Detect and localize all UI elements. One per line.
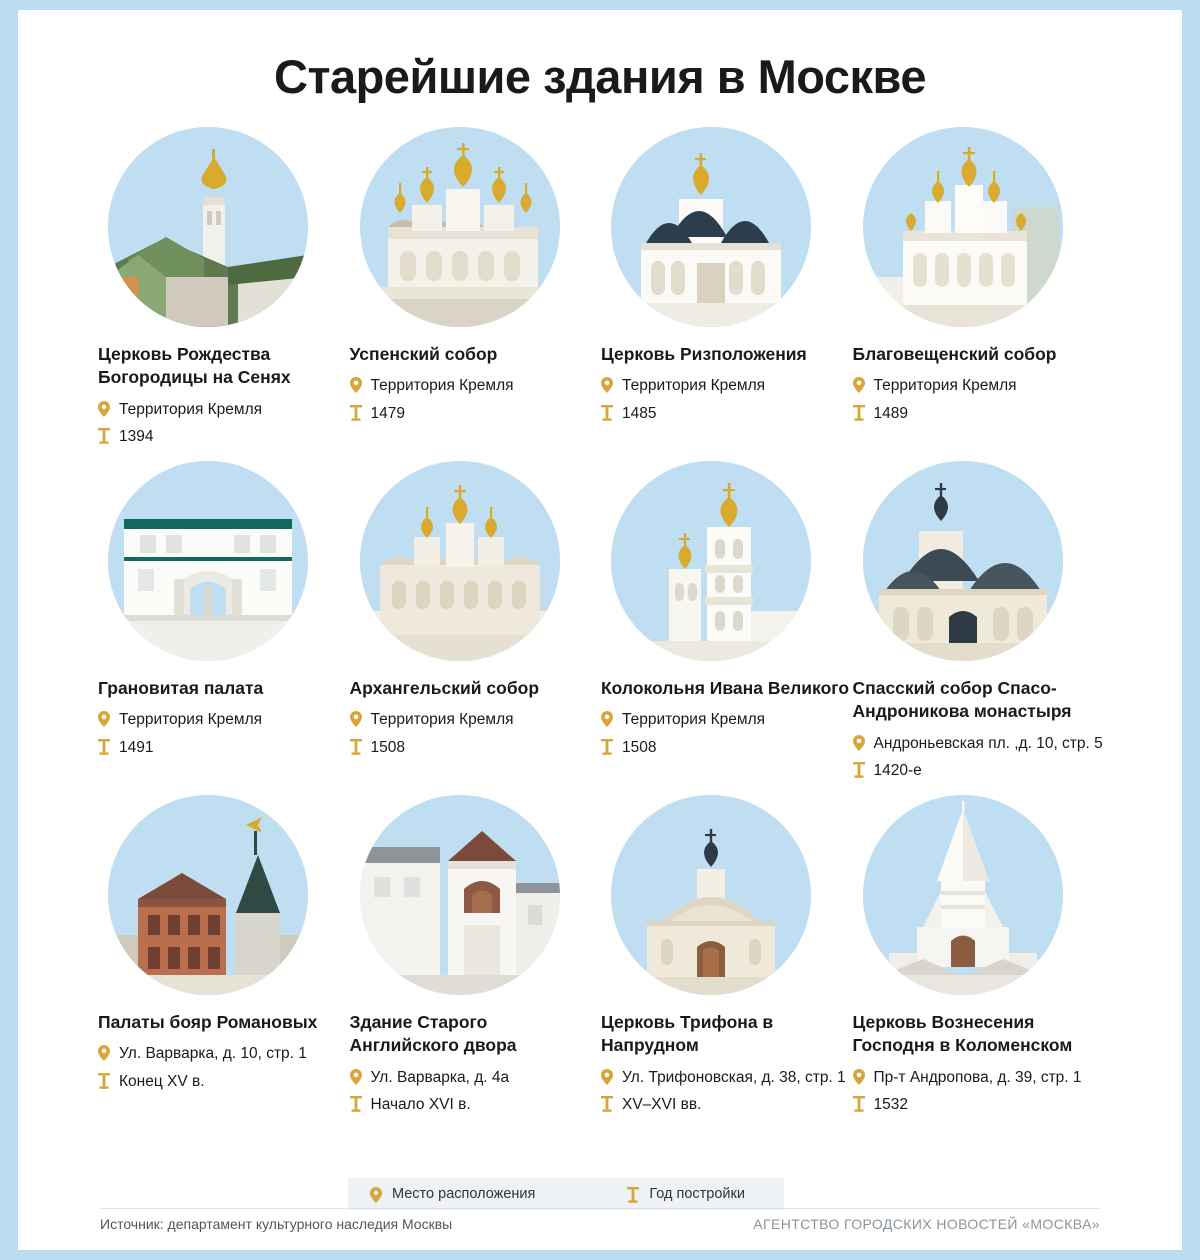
location-text: Пр-т Андропова, д. 39, стр. 1 (873, 1068, 1082, 1086)
building-name: Благовещенский собор (852, 344, 1057, 365)
map-pin-icon (853, 1069, 867, 1085)
location-text: Территория Кремля (370, 377, 514, 395)
calendar-pillar-icon (853, 405, 867, 421)
building-name: Церковь Рождества Богородицы на Сенях (98, 344, 291, 388)
map-pin-icon (853, 377, 867, 393)
map-pin-icon (601, 377, 615, 393)
calendar-pillar-icon (853, 1096, 867, 1112)
building-card (853, 127, 1105, 461)
building-name: Архангельский собор (349, 678, 540, 699)
arkhangelsky-sobor-illustration (360, 461, 560, 661)
source-text: Источник: департамент культурного наследия Москвы (100, 1216, 453, 1232)
building-location (350, 1068, 602, 1088)
location-text: Территория Кремля (622, 377, 766, 395)
building-year (98, 738, 350, 758)
year-text: Начало XVI в. (370, 1095, 471, 1113)
year-text: 1508 (622, 738, 657, 756)
location-text: Территория Кремля (119, 711, 263, 729)
legend (348, 1178, 784, 1210)
map-pin-icon (98, 401, 112, 417)
year-text: 1479 (370, 404, 405, 422)
building-location (98, 400, 350, 420)
building-location (601, 1068, 853, 1088)
location-text: Ул. Варварка, д. 10, стр. 1 (119, 1045, 307, 1063)
building-card (601, 795, 853, 1129)
building-card (601, 461, 853, 795)
map-pin-icon (350, 1069, 364, 1085)
calendar-pillar-icon (853, 762, 867, 778)
map-pin-icon (350, 377, 364, 393)
map-pin-icon (370, 1187, 384, 1203)
church-trifona-illustration (611, 795, 811, 995)
church-voznesenia-illustration (863, 795, 1063, 995)
building-year (350, 738, 602, 758)
footer (18, 1216, 1182, 1232)
building-location (350, 376, 602, 396)
building-card (350, 461, 602, 795)
building-year (350, 404, 602, 424)
building-location (601, 376, 853, 396)
building-name: Успенский собор (349, 344, 498, 365)
year-text: 1394 (119, 427, 154, 445)
building-location (350, 710, 602, 730)
year-text: Конец XV в. (119, 1072, 205, 1090)
agency-credit: АГЕНТСТВО ГОРОДСКИХ НОВОСТЕЙ «МОСКВА» (753, 1216, 1100, 1232)
blagoveshchensky-sobor-illustration (863, 127, 1063, 327)
location-text: Территория Кремля (873, 377, 1017, 395)
building-card (98, 795, 350, 1129)
map-pin-icon (853, 735, 867, 751)
building-year (853, 761, 1105, 781)
building-location (853, 376, 1105, 396)
map-pin-icon (98, 711, 112, 727)
building-location (853, 1068, 1105, 1088)
year-text: 1532 (873, 1095, 908, 1113)
building-year (853, 1095, 1105, 1115)
page-title: Старейшие здания в Москве (274, 50, 926, 103)
calendar-pillar-icon (601, 739, 615, 755)
calendar-pillar-icon (350, 405, 364, 421)
building-year (98, 427, 350, 447)
location-text: Территория Кремля (119, 400, 263, 418)
calendar-pillar-icon (98, 739, 112, 755)
building-location (98, 710, 350, 730)
location-text: Андроньевская пл. ,д. 10, стр. 5 (873, 734, 1103, 752)
building-card (98, 461, 350, 795)
building-card (350, 127, 602, 461)
buildings-grid (18, 127, 1182, 1129)
uspensky-sobor-illustration (360, 127, 560, 327)
building-year (601, 404, 853, 424)
map-pin-icon (350, 711, 364, 727)
building-name: Церковь Ризположения (601, 344, 807, 365)
building-year (601, 1095, 853, 1115)
year-text: 1491 (119, 738, 154, 756)
calendar-pillar-icon (98, 1073, 112, 1089)
legend-location (370, 1186, 535, 1203)
year-text: 1420-е (873, 761, 922, 779)
english-court-illustration (360, 795, 560, 995)
palaty-romanovyh-illustration (108, 795, 308, 995)
location-text: Ул. Варварка, д. 4а (370, 1068, 510, 1086)
church-rozhdestva-illustration (108, 127, 308, 327)
legend-year-label: Год постройки (649, 1186, 745, 1202)
year-text: 1489 (873, 404, 908, 422)
map-pin-icon (601, 1069, 615, 1085)
building-name: Колокольня Ивана Великого (601, 678, 850, 699)
calendar-pillar-icon (627, 1187, 641, 1203)
building-location (853, 734, 1105, 754)
building-card (601, 127, 853, 461)
calendar-pillar-icon (350, 1096, 364, 1112)
building-card (350, 795, 602, 1129)
legend-year (627, 1186, 745, 1203)
year-text: XV–XVI вв. (622, 1095, 702, 1113)
building-card (853, 795, 1105, 1129)
building-location (98, 1044, 350, 1064)
building-name: Спасский собор Спасо-Андроникова монастыря (852, 678, 1072, 722)
building-card (98, 127, 350, 461)
map-pin-icon (601, 711, 615, 727)
building-year (350, 1095, 602, 1115)
location-text: Территория Кремля (370, 711, 514, 729)
building-year (853, 404, 1105, 424)
location-text: Ул. Трифоновская, д. 38, стр. 1 (622, 1068, 846, 1086)
legend-location-label: Место расположения (392, 1186, 536, 1202)
building-location (601, 710, 853, 730)
building-card (853, 461, 1105, 795)
year-text: 1508 (370, 738, 405, 756)
building-name: Церковь Вознесения Господня в Коломенском (852, 1012, 1073, 1056)
calendar-pillar-icon (98, 428, 112, 444)
infographic-card (18, 10, 1182, 1250)
building-name: Палаты бояр Романовых (98, 1012, 318, 1033)
building-name: Здание Старого Английского двора (349, 1012, 517, 1056)
building-name: Церковь Трифона в Напрудном (601, 1012, 774, 1056)
building-year (601, 738, 853, 758)
calendar-pillar-icon (350, 739, 364, 755)
calendar-pillar-icon (601, 1096, 615, 1112)
spassky-sobor-illustration (863, 461, 1063, 661)
ivan-veliky-belltower-illustration (611, 461, 811, 661)
location-text: Территория Кремля (622, 711, 766, 729)
calendar-pillar-icon (601, 405, 615, 421)
map-pin-icon (98, 1045, 112, 1061)
church-rizpolozheniya-illustration (611, 127, 811, 327)
granovitaya-palata-illustration (108, 461, 308, 661)
year-text: 1485 (622, 404, 657, 422)
building-year (98, 1072, 350, 1092)
building-name: Грановитая палата (98, 678, 264, 699)
